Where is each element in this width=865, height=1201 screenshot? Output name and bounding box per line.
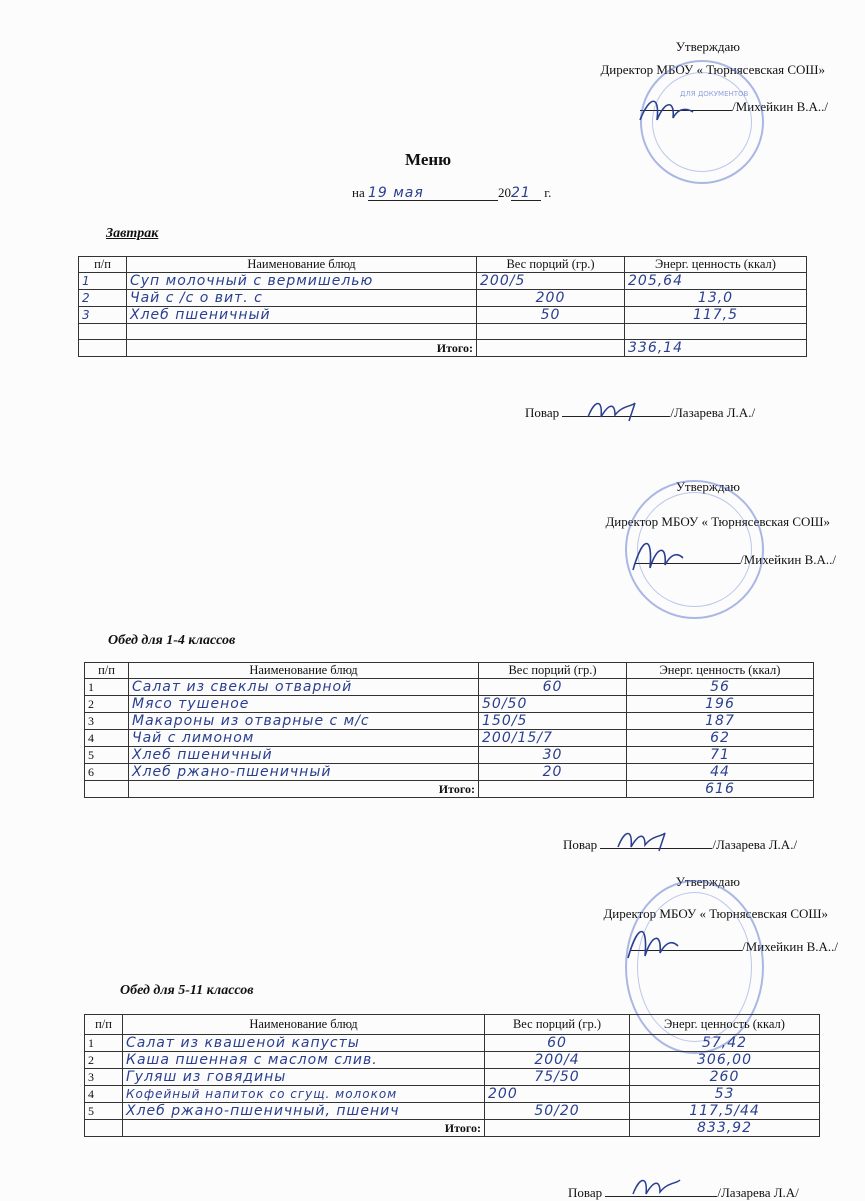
year-suffix: 21 <box>510 185 531 201</box>
row-name: Гуляш из говядины <box>123 1069 485 1086</box>
cook-signature-2 <box>563 837 797 853</box>
row-energy: 71 <box>627 747 814 764</box>
table-row <box>85 696 814 713</box>
table-header-row <box>85 663 814 679</box>
row-name: Салат из свеклы отварной <box>129 679 479 696</box>
table-row <box>85 1086 820 1103</box>
total-row <box>85 1120 820 1137</box>
row-weight: 30 <box>479 747 627 764</box>
table-row <box>85 764 814 781</box>
table-row <box>85 1035 820 1052</box>
director-line: Директор МБОУ « Тюрнясевская СОШ» <box>605 514 830 529</box>
director-line: Директор МБОУ « Тюрнясевская СОШ» <box>603 906 828 921</box>
row-weight: 60 <box>485 1035 630 1052</box>
row-name: Чай с /с о вит. с <box>127 290 477 307</box>
table-row <box>85 1069 820 1086</box>
row-name: Кофейный напиток со сгущ. молоком <box>123 1086 485 1103</box>
table-row <box>85 679 814 696</box>
header-energy: Энерг. ценность (ккал) <box>630 1015 820 1035</box>
breakfast-title: Завтрак <box>106 226 159 241</box>
row-name: Хлеб ржано-пшеничный <box>129 764 479 781</box>
row-name: Каша пшенная с маслом слив. <box>123 1052 485 1069</box>
director-name: /Михейкин В.А../ <box>732 99 828 114</box>
year-prefix: 20 <box>497 185 511 200</box>
row-energy: 260 <box>630 1069 820 1086</box>
row-num: 2 <box>85 1052 123 1069</box>
row-num: 6 <box>85 764 129 781</box>
lunch-5-11-title: Обед для 5-11 классов <box>120 983 254 998</box>
row-name: Хлеб пшеничный <box>129 747 479 764</box>
cook-label: Повар <box>563 837 598 852</box>
row-weight: 200/5 <box>477 273 625 290</box>
row-num: 3 <box>85 1069 123 1086</box>
row-name: Мясо тушеное <box>129 696 479 713</box>
menu-date <box>352 185 551 201</box>
row-energy: 56 <box>627 679 814 696</box>
table-header-row <box>85 1015 820 1035</box>
row-energy: 117,5 <box>625 307 807 324</box>
header-name: Наименование блюд <box>127 257 477 273</box>
row-weight: 60 <box>479 679 627 696</box>
row-weight: 200/4 <box>485 1052 630 1069</box>
row-name: Хлеб пшеничный <box>127 307 477 324</box>
row-weight: 75/50 <box>485 1069 630 1086</box>
row-num: 2 <box>85 696 129 713</box>
total-value: 336,14 <box>625 340 807 357</box>
row-weight: 50 <box>477 307 625 324</box>
row-num: 5 <box>85 747 129 764</box>
row-weight: 200 <box>485 1086 630 1103</box>
director-line: Директор МБОУ « Тюрнясевская СОШ» <box>600 62 825 77</box>
row-num: 1 <box>79 273 127 290</box>
table-row <box>85 713 814 730</box>
row-energy: 205,64 <box>625 273 807 290</box>
table-row <box>85 730 814 747</box>
approve-word: Утверждаю <box>675 479 740 494</box>
row-num: 4 <box>85 1086 123 1103</box>
table-row <box>79 273 807 290</box>
menu-title: Меню <box>405 150 452 169</box>
row-weight: 50/20 <box>485 1103 630 1120</box>
table-row <box>79 324 807 340</box>
row-energy: 62 <box>627 730 814 747</box>
table-row <box>85 1052 820 1069</box>
row-energy: 306,00 <box>630 1052 820 1069</box>
row-energy: 13,0 <box>625 290 807 307</box>
row-name: Макароны из отварные с м/с <box>129 713 479 730</box>
header-name: Наименование блюд <box>129 663 479 679</box>
row-energy: 57,42 <box>630 1035 820 1052</box>
row-weight: 150/5 <box>479 713 627 730</box>
header-num: п/п <box>85 663 129 679</box>
director-name: /Михейкин В.А../ <box>740 552 836 567</box>
cook-name: /Лазарева Л.А/ <box>717 1185 799 1200</box>
row-energy: 53 <box>630 1086 820 1103</box>
stamp-text: ДЛЯ ДОКУМЕНТОВ <box>680 90 749 98</box>
row-weight: 200 <box>477 290 625 307</box>
cook-label: Повар <box>525 405 560 420</box>
row-weight: 20 <box>479 764 627 781</box>
cook-name: /Лазарева Л.А./ <box>670 405 756 420</box>
row-num: 3 <box>79 307 127 324</box>
row-num: 1 <box>85 1035 123 1052</box>
row-weight: 50/50 <box>479 696 627 713</box>
row-energy: 117,5/44 <box>630 1103 820 1120</box>
cook-label: Повар <box>568 1185 603 1200</box>
row-num: 5 <box>85 1103 123 1120</box>
row-num: 3 <box>85 713 129 730</box>
total-label: Итого: <box>129 781 479 798</box>
row-num: 2 <box>79 290 127 307</box>
table-row <box>79 290 807 307</box>
row-energy: 196 <box>627 696 814 713</box>
approve-word: Утверждаю <box>675 874 740 889</box>
row-num: 4 <box>85 730 129 747</box>
total-row <box>79 340 807 357</box>
lunch-5-11-table <box>84 1014 820 1137</box>
approve-word: Утверждаю <box>675 39 740 54</box>
director-signature <box>625 530 685 580</box>
table-header-row <box>79 257 807 273</box>
cook-signature <box>585 395 645 425</box>
row-name: Хлеб ржано-пшеничный, пшенич <box>123 1103 485 1120</box>
row-energy: 44 <box>627 764 814 781</box>
table-row <box>85 747 814 764</box>
year-unit: г. <box>544 185 552 200</box>
header-name: Наименование блюд <box>123 1015 485 1035</box>
director-name: /Михейкин В.А../ <box>742 939 838 954</box>
row-name: Суп молочный с вермишелью <box>127 273 477 290</box>
header-num: п/п <box>79 257 127 273</box>
header-energy: Энерг. ценность (ккал) <box>627 663 814 679</box>
lunch-1-4-title: Обед для 1-4 классов <box>108 633 236 648</box>
total-value: 833,92 <box>630 1120 820 1137</box>
total-label: Итого: <box>127 340 477 357</box>
row-name: Салат из квашеной капусты <box>123 1035 485 1052</box>
header-energy: Энерг. ценность (ккал) <box>625 257 807 273</box>
row-num: 1 <box>85 679 129 696</box>
cook-signature <box>615 825 675 855</box>
director-signature <box>620 918 680 968</box>
cook-signature <box>630 1172 690 1200</box>
table-row <box>85 1103 820 1120</box>
date-prefix: на <box>352 185 365 200</box>
table-row <box>79 307 807 324</box>
total-value: 616 <box>627 781 814 798</box>
row-weight: 200/15/7 <box>479 730 627 747</box>
lunch-1-4-table <box>84 662 814 798</box>
cook-name: /Лазарева Л.А./ <box>712 837 798 852</box>
breakfast-table <box>78 256 807 357</box>
header-num: п/п <box>85 1015 123 1035</box>
total-row <box>85 781 814 798</box>
total-label: Итого: <box>123 1120 485 1137</box>
header-weight: Вес порций (гр.) <box>479 663 627 679</box>
header-weight: Вес порций (гр.) <box>477 257 625 273</box>
row-name: Чай с лимоном <box>129 730 479 747</box>
header-weight: Вес порций (гр.) <box>485 1015 630 1035</box>
row-energy: 187 <box>627 713 814 730</box>
date-day-month: 19 мая <box>367 185 424 201</box>
director-signature <box>635 90 695 130</box>
